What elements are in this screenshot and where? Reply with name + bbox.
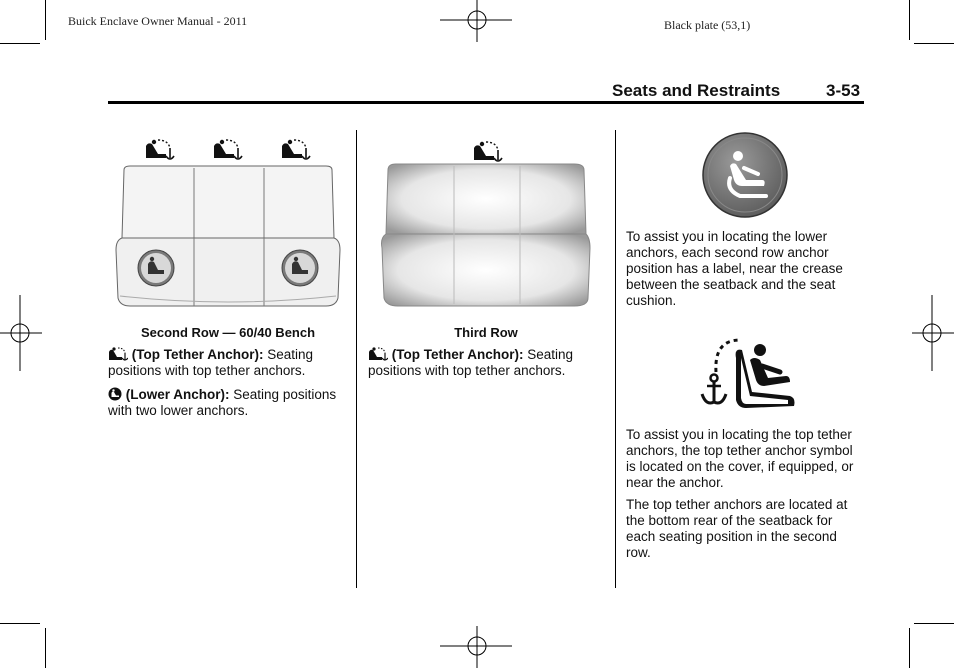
crop-mark xyxy=(909,628,910,668)
legend-label: (Top Tether Anchor): xyxy=(391,347,524,362)
top-tether-anchor-icon xyxy=(214,140,242,159)
crop-mark xyxy=(914,43,954,44)
section-title: Seats and Restraints xyxy=(612,81,781,100)
lower-anchor-icon xyxy=(282,250,318,286)
header-rule xyxy=(108,101,864,104)
legend-text: Seating positions with two lower anchors. xyxy=(108,387,337,418)
crop-mark xyxy=(0,623,40,624)
manual-title: Buick Enclave Owner Manual - 2011 xyxy=(68,14,248,28)
lower-anchor-label-icon xyxy=(700,132,790,218)
top-tether-anchor-icon xyxy=(282,140,310,159)
top-tether-anchor-icon xyxy=(146,140,174,159)
top-tether-anchor-icon xyxy=(108,347,128,361)
registration-mark-top xyxy=(440,0,516,44)
legend-list xyxy=(108,347,348,427)
top-tether-anchor-icon xyxy=(474,142,502,161)
column-divider xyxy=(615,130,616,588)
registration-mark-bottom xyxy=(440,624,516,668)
crop-mark xyxy=(0,43,40,44)
top-tether-anchor-icon xyxy=(368,347,388,361)
crop-mark xyxy=(909,0,910,40)
third-row-seat-illustration xyxy=(374,134,600,310)
legend-item xyxy=(368,347,604,379)
paragraph: To assist you in locating the lower anchors, each second row anchor position has a label, near the crease between the seatback and the seat cushion. xyxy=(626,229,843,308)
crop-mark xyxy=(45,0,46,40)
lower-anchor-icon xyxy=(108,387,122,401)
legend-item xyxy=(108,347,348,379)
column-divider xyxy=(356,130,357,588)
crop-mark xyxy=(45,628,46,668)
paragraph: To assist you in locating the top tether anchors, the top tether anchor symbol is located on the cover, if equipped, or near the anchor. xyxy=(626,427,854,490)
paragraph: The top tether anchors are located at the bottom rear of the seatback for each seating position in the second row. xyxy=(626,497,848,560)
registration-mark-left xyxy=(0,295,44,375)
legend-text: Seating positions with top tether anchors. xyxy=(108,347,314,378)
page-number: 3-53 xyxy=(826,81,861,100)
second-row-bench-illustration xyxy=(108,130,348,316)
crop-mark xyxy=(914,623,954,624)
legend-text: Seating positions with top tether anchors. xyxy=(368,347,574,378)
registration-mark-right xyxy=(910,295,954,375)
legend-label: (Lower Anchor): xyxy=(125,387,230,402)
top-tether-anchor-symbol xyxy=(694,336,798,412)
plate-label: Black plate (53,1) xyxy=(664,18,751,32)
legend-list xyxy=(368,347,604,387)
lower-anchor-icon xyxy=(138,250,174,286)
figure-caption: Second Row — 60/40 Bench xyxy=(140,325,316,340)
legend-label: (Top Tether Anchor): xyxy=(131,347,264,362)
legend-item xyxy=(108,387,348,419)
figure-caption: Third Row xyxy=(454,325,518,340)
